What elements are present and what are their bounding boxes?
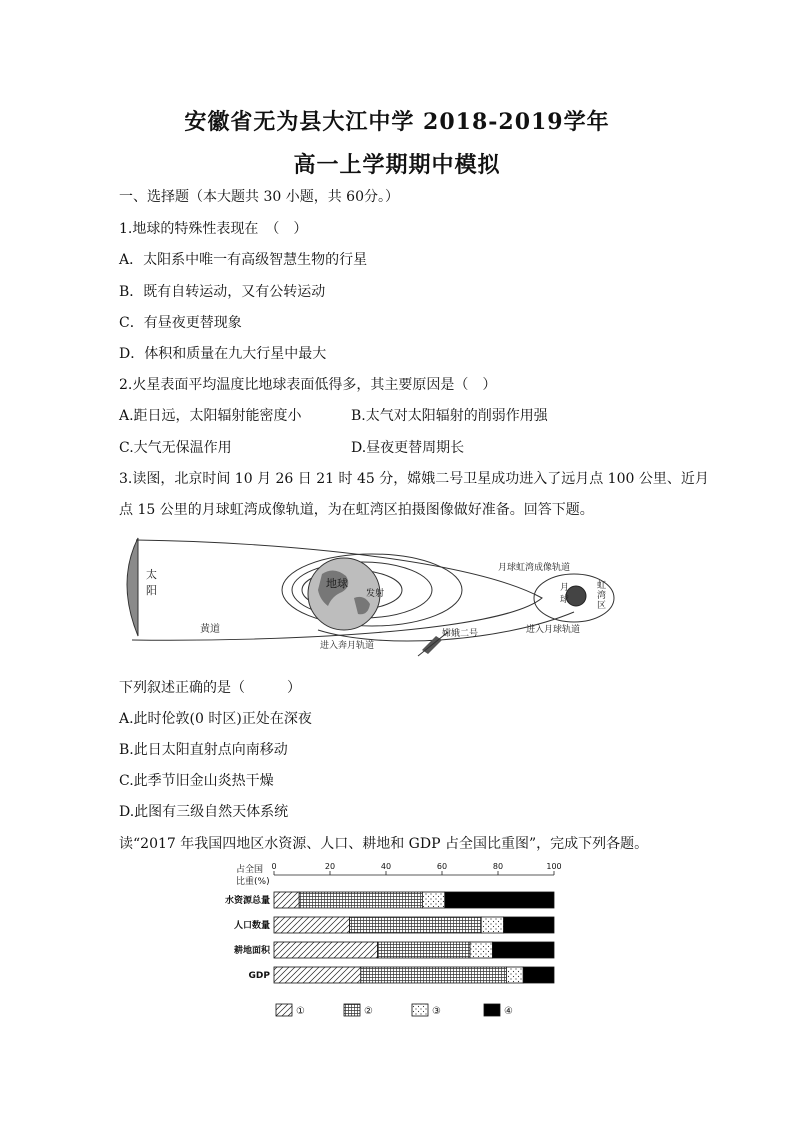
legend-label: ④ (504, 1006, 513, 1017)
x-tick-label: 20 (324, 862, 336, 871)
bar-segment (504, 917, 554, 933)
moon-label-1: 月 (560, 583, 570, 593)
legend-label: ② (364, 1006, 373, 1017)
x-axis-ticks (271, 862, 561, 875)
category-label: 耕地面积 (233, 946, 270, 956)
bar-segment (274, 967, 361, 983)
bar-segment (378, 942, 470, 958)
section-header: 一、选择题（本大题共 30 小题，共 60分。） (119, 189, 399, 205)
category-labels (225, 894, 271, 981)
legend-swatch (412, 1004, 428, 1016)
bar-segment (274, 917, 350, 933)
question-3-option-d: D.此图有三级自然天体系统 (119, 804, 289, 820)
question-2-option-a: A.距日远，太阳辐射能密度小 (119, 408, 302, 424)
moon-label-2: 球 (560, 595, 570, 605)
bar-segment (299, 892, 422, 908)
moon-orbit-label: 月球虹湾成像轨道 (498, 563, 571, 573)
legend-label: ③ (432, 1006, 441, 1017)
hongwan-label-2: 湾 (597, 591, 607, 601)
question-3-option-b: B.此日太阳直射点向南移动 (119, 742, 288, 758)
ecliptic-label: 黄道 (200, 624, 220, 635)
question-2-stem: 2.火星表面平均温度比地球表面低得多，其主要原因是（ ） (119, 377, 497, 393)
question-3-option-c: C.此季节旧金山炎热干燥 (119, 773, 274, 789)
x-tick-label: 0 (271, 862, 277, 871)
question-3-option-a: A.此时伦敦(0 时区)正处在深夜 (119, 711, 312, 727)
category-label: 水资源总量 (224, 896, 270, 906)
earth-label: 地球 (326, 577, 348, 590)
bar-segment (506, 967, 523, 983)
question-1-stem: 1.地球的特殊性表现在 （ ） (119, 221, 308, 237)
sun-label-1: 太 (146, 568, 157, 581)
bar-segment (481, 917, 503, 933)
chart-legend (276, 1004, 513, 1017)
question-3-stem-line2: 点 15 公里的月球虹湾成像轨道，为在虹湾区拍摄图像做好准备。回答下题。 (119, 502, 594, 518)
x-tick-label: 40 (380, 862, 392, 871)
legend-swatch (344, 1004, 360, 1016)
axis-title-line1: 占全国 (236, 865, 264, 875)
sun-shape (127, 538, 138, 636)
bar-segment (492, 942, 554, 958)
hongwan-label-1: 虹 (597, 581, 607, 591)
bars (274, 892, 554, 983)
bar-segment (350, 917, 482, 933)
legend-swatch (484, 1004, 500, 1016)
bar-segment (274, 942, 378, 958)
question-2-option-b: B.太气对太阳辐射的削弱作用强 (351, 408, 548, 424)
x-tick-label: 80 (492, 862, 504, 871)
bar-segment (274, 892, 299, 908)
transfer-label: 进入奔月轨道 (320, 641, 375, 651)
question-3-stem-line1: 3.读图，北京时间 10 月 26 日 21 时 45 分，嫦娥二号卫星成功进入了远月点 100 公里、近月 (119, 471, 709, 487)
orbit-figure (122, 532, 622, 660)
axis-title-line2: 比重(%) (236, 877, 270, 887)
sun-label-2: 阳 (146, 584, 157, 597)
x-tick-label: 60 (436, 862, 448, 871)
bar-segment (523, 967, 554, 983)
category-label: GDP (248, 971, 270, 981)
bar-segment (470, 942, 492, 958)
document-subtitle: 高一上学期期中模拟 (293, 152, 501, 178)
question-1-option-a: A．太阳系中唯一有高级智慧生物的行星 (119, 252, 368, 268)
share-chart (222, 860, 582, 1020)
question-1-option-c: C．有昼夜更替现象 (119, 315, 242, 331)
question-1-option-d: D．体积和质量在九大行星中最大 (119, 346, 327, 362)
hongwan-label-3: 区 (597, 601, 607, 611)
x-tick-label: 100 (546, 862, 562, 871)
question-2-option-c: C.大气无保温作用 (119, 440, 232, 456)
bar-segment (445, 892, 554, 908)
document-title: 安徽省无为县大江中学 2018-2019学年 (184, 109, 610, 135)
probe-label: 嫦娥二号 (442, 629, 479, 639)
bar-segment (422, 892, 444, 908)
category-label: 人口数量 (233, 921, 270, 931)
legend-label: ① (296, 1006, 305, 1017)
lunar-orbit-label: 进入月球轨道 (526, 625, 581, 635)
legend-swatch (276, 1004, 292, 1016)
bar-segment (361, 967, 507, 983)
launch-label: 发射 (366, 589, 385, 599)
question-2-option-d: D.昼夜更替周期长 (351, 440, 465, 456)
chart-intro: 读“2017 年我国四地区水资源、人口、耕地和 GDP 占全国比重图”，完成下列各题。 (119, 836, 649, 852)
question-1-option-b: B．既有自转运动，又有公转运动 (119, 284, 326, 300)
question-3-prompt: 下列叙述正确的是（ ） (119, 680, 301, 696)
